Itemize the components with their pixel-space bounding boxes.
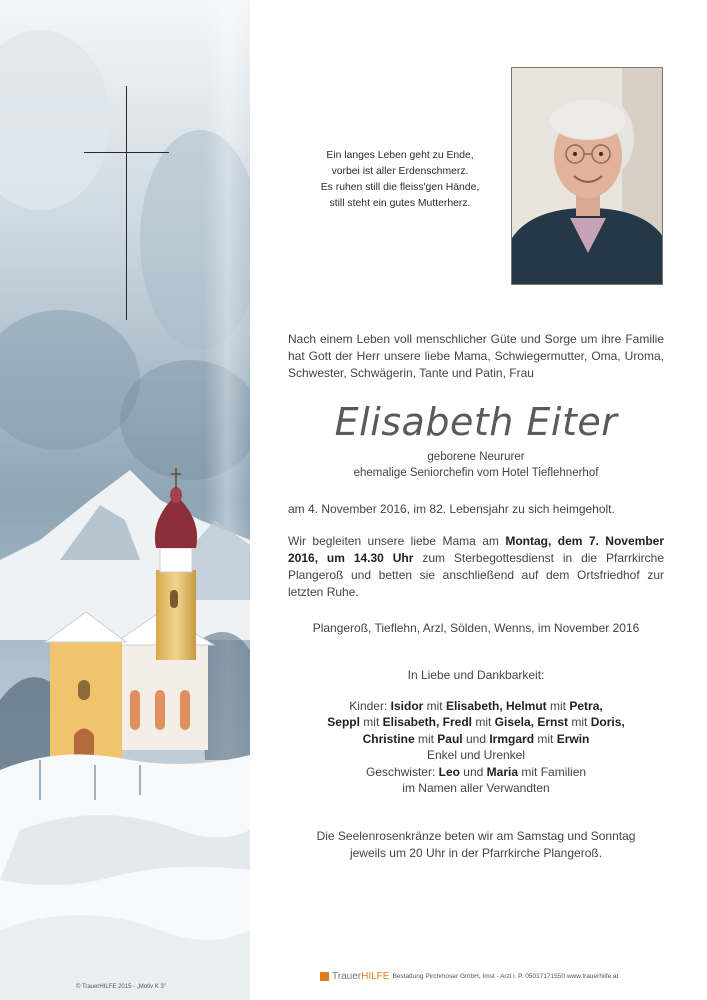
deceased-name: Elisabeth Eiter	[334, 400, 618, 444]
brand-name	[332, 971, 389, 982]
maiden-name: geborene Neururer	[427, 451, 525, 463]
rosary-line: jeweils um 20 Uhr in der Pfarrkirche Plangeroß.	[349, 846, 603, 860]
family-member: Irmgard	[489, 731, 535, 746]
connector: mit	[423, 699, 446, 713]
place-and-date: Plangeroß, Tieflehn, Arzl, Sölden, Wenns, im November 2016	[312, 621, 640, 635]
poem-line: Ein langes Leben geht zu Ende,	[326, 150, 474, 161]
family-line-children-3	[288, 731, 664, 747]
connector: mit	[546, 699, 570, 713]
service-text-post: zum Sterbegottesdienst in die Pfarrkirche Plangeroß und betten sie anschließend auf dem Ortsfriedhof zur letzten Ruhe.	[288, 551, 664, 599]
cross-vertical-bar	[126, 86, 127, 320]
family-line-grandchildren: Enkel und Urenkel	[426, 748, 526, 763]
brand-part: Trauer	[332, 971, 362, 982]
family-member: Leo	[438, 764, 460, 779]
brand-part-accent: HILFE	[361, 971, 390, 982]
copyright-footer: © TrauerHILFE 2015 - „Motiv K 3"	[76, 984, 166, 990]
family-member: Paul	[437, 731, 463, 746]
thanks-line: In Liebe und Dankbarkeit:	[407, 668, 545, 682]
connector: mit Familien	[518, 764, 587, 779]
cross-horizontal-bar	[84, 152, 169, 153]
service-datetime: Montag, dem 7. November 2016, um 14.30 Uhr	[288, 534, 664, 565]
family-member: Doris,	[590, 715, 625, 730]
connector: mit	[471, 715, 495, 730]
rosary-line: Die Seelenrosenkränze beten wir am Samstag und Sonntag	[316, 829, 636, 843]
connector: mit	[359, 715, 383, 730]
portrait-photo	[511, 67, 663, 285]
family-member: Gisela, Ernst	[494, 715, 569, 730]
family-line-siblings	[288, 764, 664, 780]
connector: mit	[534, 731, 557, 746]
family-line-children-2	[288, 714, 664, 730]
intro-paragraph: Nach einem Leben voll menschlicher Güte und Sorge um ihre Familie hat Gott der Herr unsere liebe Mama, Schwiegermutter, Oma, Uroma, Schwester, Schwägerin, Tante und Patin, Frau	[288, 332, 664, 380]
family-member: Maria	[486, 764, 519, 779]
poem-line: Es ruhen still die fleiss'gen Hände,	[320, 182, 480, 193]
deceased-role: ehemalige Seniorchefin vom Hotel Tieflehnerhof	[353, 467, 599, 479]
family-line-relatives: im Namen aller Verwandten	[402, 781, 550, 796]
family-member: Seppl	[327, 715, 360, 730]
church-watercolor-illustration	[0, 0, 250, 1000]
deceased-details	[288, 449, 664, 481]
family-list	[288, 698, 664, 796]
service-paragraph	[288, 533, 664, 601]
publisher-footer	[320, 971, 618, 982]
kinder-label: Kinder:	[349, 699, 391, 713]
family-member: Christine	[362, 731, 415, 746]
connector: mit	[568, 715, 591, 730]
poem-line: still steht ein gutes Mutterherz.	[329, 198, 471, 209]
service-text-pre: Wir begleiten unsere liebe Mama am	[288, 534, 506, 548]
rosary-notice	[288, 828, 664, 862]
connector: und	[462, 731, 490, 746]
family-member: Elisabeth, Helmut	[445, 699, 547, 713]
family-member: Isidor	[390, 699, 424, 713]
publisher-contact: Bestattung Pirchmoser GmbH, Imst - Arzl i. P. 05017171550 www.trauerhilfe.at	[392, 973, 619, 980]
family-member: Petra,	[569, 699, 603, 713]
family-line-children-1	[288, 698, 664, 714]
poem-line: vorbei ist aller Erdenschmerz.	[331, 166, 469, 177]
connector: und	[459, 764, 487, 779]
family-member: Elisabeth, Fredl	[382, 715, 472, 730]
family-member: Erwin	[556, 731, 590, 746]
trauerhilfe-logo-icon	[320, 972, 329, 981]
memorial-poem	[300, 148, 500, 212]
death-date-text: am 4. November 2016, im 82. Lebensjahr zu sich heimgeholt.	[288, 502, 615, 516]
geschwister-label: Geschwister:	[365, 764, 439, 779]
connector: mit	[414, 731, 438, 746]
